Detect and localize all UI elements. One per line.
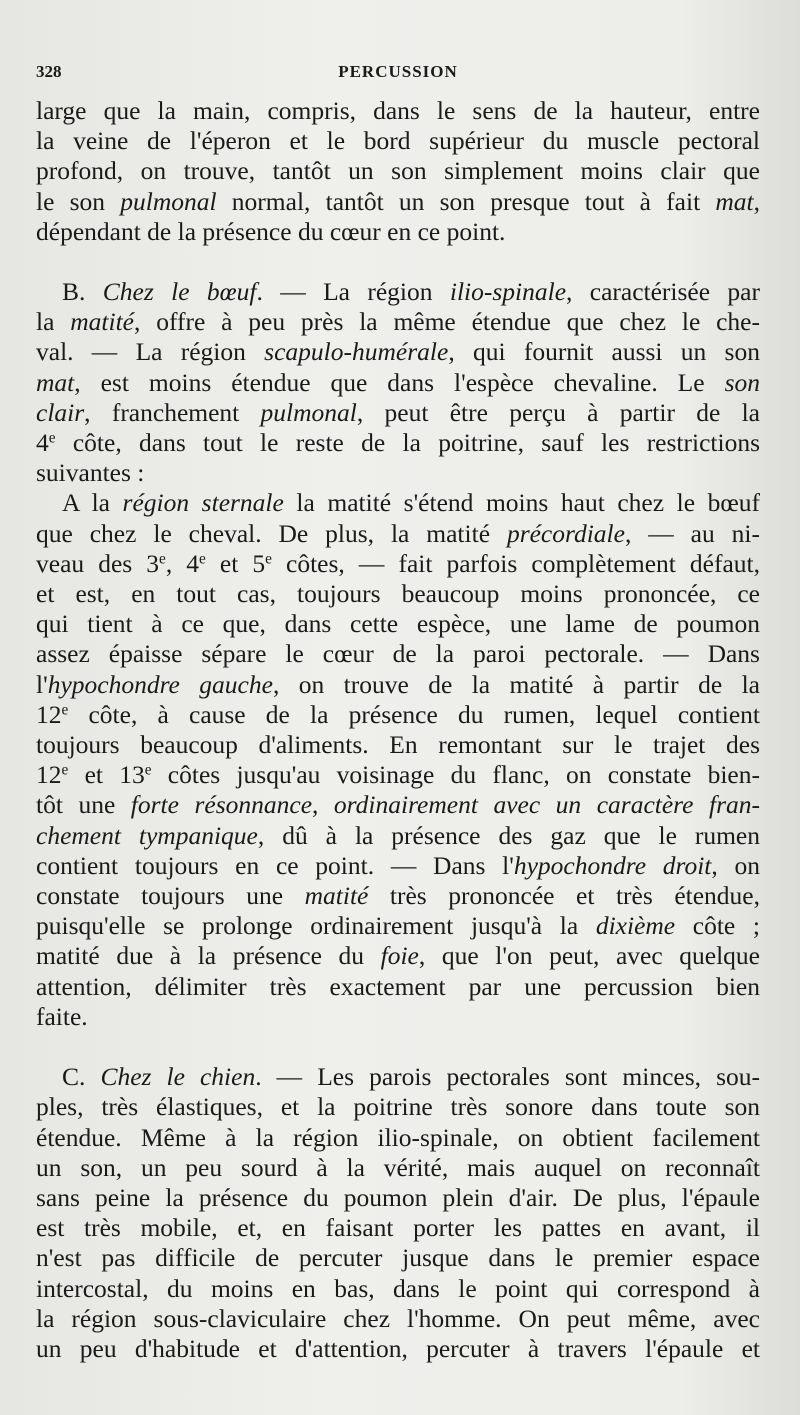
text-line: 12e et 13e côtes jusqu'au voisinage du flanc, on constate bien- — [36, 760, 760, 790]
text-line: tôt une forte résonnance, ordinairement avec un caractère fran- — [36, 790, 760, 820]
text-line: matité due à la présence du foie, que l'on peut, avec quelque — [36, 941, 761, 971]
text-line: attention, délimiter très exactement par une percussion bien — [36, 971, 760, 1001]
text-line: B. Chez le bœuf. — La région ilio-spinale, caractérisée par — [62, 277, 760, 307]
text-line: veau des 3e, 4e et 5e côtes, — fait parfois complètement défaut, — [36, 548, 761, 578]
text-line: clair, franchement pulmonal, peut être perçu à partir de la — [36, 397, 760, 427]
text-line: 4e côte, dans tout le reste de la poitrine, sauf les restrictions — [36, 428, 760, 458]
text-line: chement tympanique, dû à la présence des gaz que le rumen — [36, 820, 760, 850]
paragraph-gap — [36, 247, 760, 277]
paragraph — [36, 488, 760, 1032]
text-line: n'est pas difficile de percuter jusque dans le premier espace — [36, 1243, 760, 1273]
text-line: l'hypochondre gauche, on trouve de la matité à partir de la — [36, 669, 760, 699]
text-line: ples, très élastiques, et la poitrine très sonore dans toute son — [36, 1092, 760, 1122]
body-text — [36, 96, 760, 1364]
text-line: la veine de l'éperon et le bord supérieur du muscle pectoral — [36, 126, 760, 156]
text-line: étendue. Même à la région ilio-spinale, on obtient facilement — [36, 1122, 760, 1152]
text-line: qui tient à ce que, dans cette espèce, une lame de poumon — [36, 609, 760, 639]
page-number: 328 — [36, 62, 62, 81]
text-line: faite. — [36, 1001, 88, 1031]
text-line: A la région sternale la matité s'étend moins haut chez le bœuf — [62, 488, 760, 518]
text-line: sans peine la présence du poumon plein d'air. De plus, l'épaule — [36, 1182, 760, 1212]
text-line: profond, on trouve, tantôt un son simplement moins clair que — [36, 156, 760, 186]
text-line: intercostal, du moins en bas, dans le point qui correspond à — [36, 1273, 760, 1303]
text-line: un son, un peu sourd à la vérité, mais auquel on reconnaît — [36, 1152, 760, 1182]
text-line: le son pulmonal normal, tantôt un son presque tout à fait mat, — [36, 186, 760, 216]
text-line: la matité, offre à peu près la même étendue que chez le che- — [36, 307, 760, 337]
text-line: contient toujours en ce point. — Dans l'hypochondre droit, on — [36, 850, 760, 880]
running-header — [36, 62, 760, 88]
text-line: que chez le cheval. De plus, la matité précordiale, — au ni- — [36, 518, 760, 548]
running-title: PERCUSSION — [338, 62, 458, 81]
text-line: est très mobile, et, en faisant porter les pattes en avant, il — [36, 1213, 760, 1243]
text-line: large que la main, compris, dans le sens de la hauteur, entre — [36, 96, 760, 125]
text-line: suivantes : — [36, 458, 145, 488]
paragraph — [36, 277, 760, 488]
paragraph — [36, 1062, 760, 1364]
text-line: constate toujours une matité très prononcée et très étendue, — [36, 881, 761, 911]
text-line: dépendant de la présence du cœur en ce point. — [36, 216, 506, 246]
text-line: assez épaisse sépare le cœur de la paroi pectorale. — Dans — [36, 639, 760, 669]
text-line: et est, en tout cas, toujours beaucoup moins prononcée, ce — [36, 579, 760, 609]
text-line: val. — La région scapulo-humérale, qui fournit aussi un son — [36, 337, 760, 367]
text-line: la région sous-claviculaire chez l'homme. On peut même, avec — [36, 1303, 760, 1333]
text-line: puisqu'elle se prolonge ordinairement jusqu'à la dixième côte ; — [36, 911, 760, 941]
text-line: 12e côte, à cause de la présence du rumen, lequel contient — [36, 699, 760, 729]
text-line: toujours beaucoup d'aliments. En remontant sur le trajet des — [36, 730, 760, 760]
text-line: un peu d'habitude et d'attention, percuter à travers l'épaule et — [36, 1333, 760, 1363]
paragraph — [36, 96, 760, 247]
paragraph-gap — [36, 1032, 760, 1062]
text-line: C. Chez le chien. — Les parois pectorales sont minces, sou- — [62, 1062, 761, 1092]
text-line: mat, est moins étendue que dans l'espèce chevaline. Le son — [36, 367, 760, 397]
